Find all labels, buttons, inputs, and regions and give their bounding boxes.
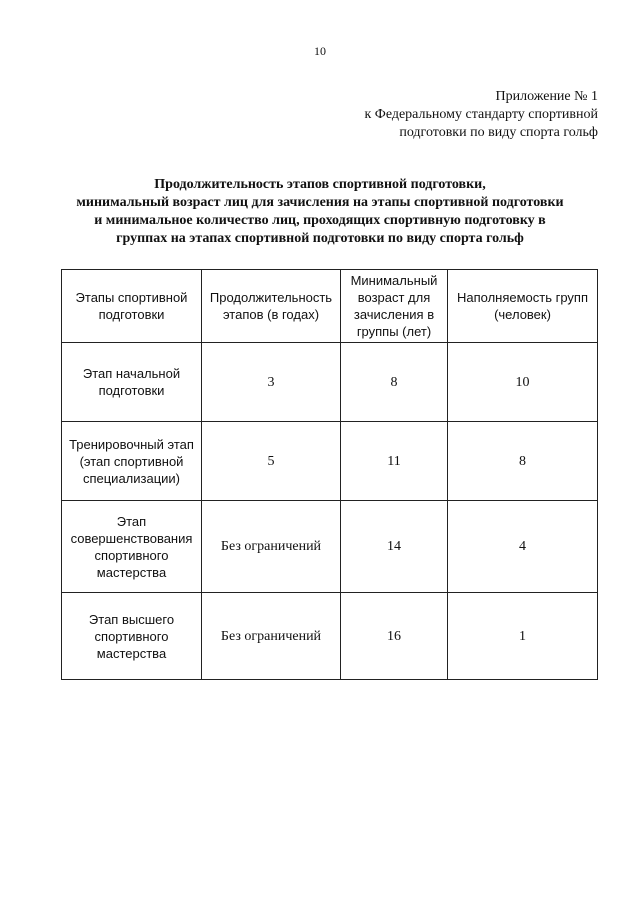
group-size-cell: 1 bbox=[448, 593, 598, 680]
title-line: и минимальное количество лиц, проходящих спортивную подготовку в bbox=[94, 213, 546, 228]
stage-cell: Этап высшего спортивного мастерства bbox=[62, 593, 202, 680]
table-row bbox=[62, 501, 598, 593]
min-age-cell: 11 bbox=[341, 422, 448, 501]
appendix-line: подготовки по виду спорта гольф bbox=[399, 125, 598, 140]
appendix-line: к Федеральному стандарту спортивной bbox=[364, 107, 598, 122]
appendix-block bbox=[364, 88, 598, 142]
stage-cell: Этап начальной подготовки bbox=[62, 343, 202, 422]
document-title bbox=[0, 176, 640, 248]
stage-cell: Этап совершенствования спортивного мастерства bbox=[62, 501, 202, 593]
stages-table bbox=[61, 269, 598, 680]
header-duration: Продолжительность этапов (в годах) bbox=[202, 270, 341, 343]
header-stage: Этапы спортивной подготовки bbox=[62, 270, 202, 343]
group-size-cell: 10 bbox=[448, 343, 598, 422]
stage-cell: Тренировочный этап (этап спортивной специализации) bbox=[62, 422, 202, 501]
group-size-cell: 4 bbox=[448, 501, 598, 593]
duration-cell: 5 bbox=[202, 422, 341, 501]
header-min-age: Минимальный возраст для зачисления в группы (лет) bbox=[341, 270, 448, 343]
duration-cell: 3 bbox=[202, 343, 341, 422]
page-number: 10 bbox=[314, 44, 326, 58]
title-line: минимальный возраст лиц для зачисления на этапы спортивной подготовки bbox=[76, 195, 564, 210]
table-header-row bbox=[62, 270, 598, 343]
title-line: Продолжительность этапов спортивной подготовки, bbox=[154, 177, 486, 192]
min-age-cell: 8 bbox=[341, 343, 448, 422]
duration-cell: Без ограничений bbox=[202, 501, 341, 593]
title-line: группах на этапах спортивной подготовки по виду спорта гольф bbox=[116, 231, 524, 246]
min-age-cell: 14 bbox=[341, 501, 448, 593]
appendix-line: Приложение № 1 bbox=[495, 89, 598, 104]
table-row bbox=[62, 343, 598, 422]
min-age-cell: 16 bbox=[341, 593, 448, 680]
header-group-size: Наполняемость групп (человек) bbox=[448, 270, 598, 343]
table-row bbox=[62, 422, 598, 501]
group-size-cell: 8 bbox=[448, 422, 598, 501]
table-row bbox=[62, 593, 598, 680]
duration-cell: Без ограничений bbox=[202, 593, 341, 680]
